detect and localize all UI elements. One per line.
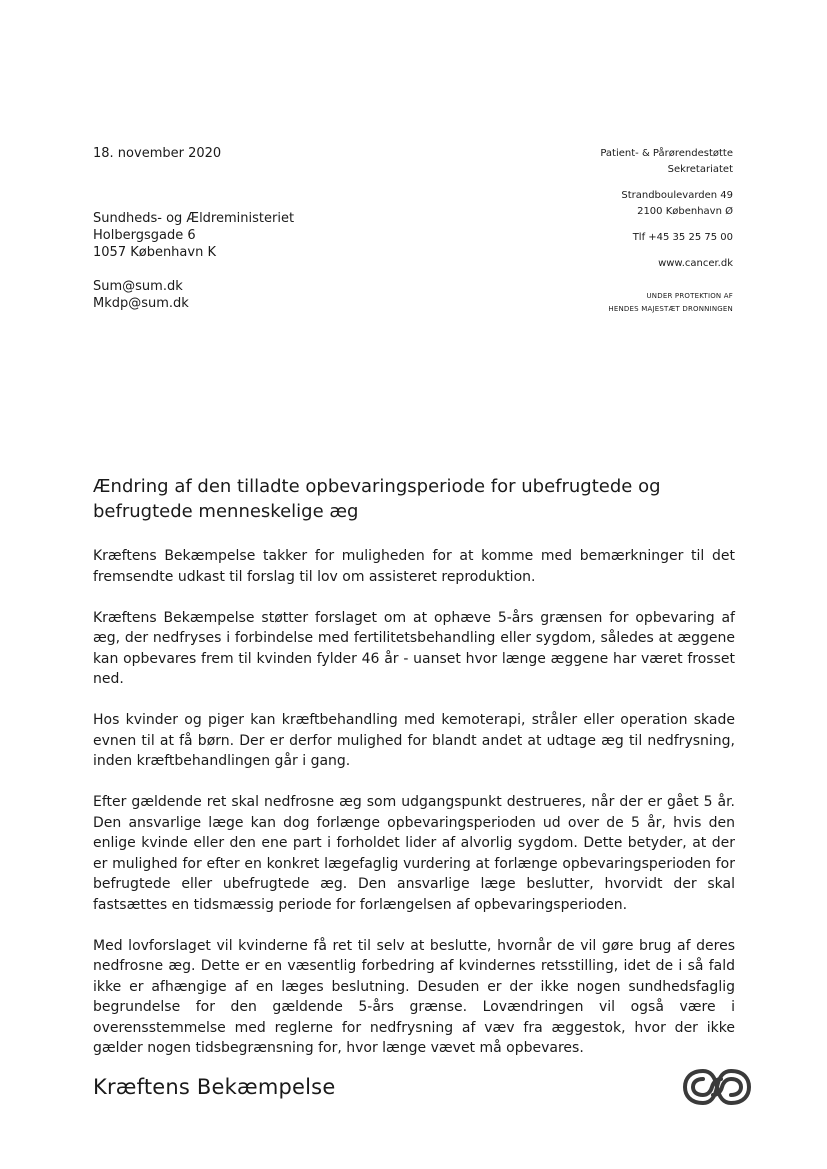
recipient-city: 1057 København K (93, 245, 216, 260)
letter-body (93, 546, 735, 1079)
sender-phone: Tlf +45 35 25 75 00 (632, 232, 733, 243)
infinity-loop-logo-icon (681, 1065, 753, 1109)
recipient-name: Sundheds- og Ældreministeriet (93, 211, 295, 226)
sender-unit: Sekretariatet (667, 164, 733, 175)
sender-street: Strandboulevarden 49 (621, 190, 733, 201)
body-paragraph: Kræftens Bekæmpelse støtter forslaget om at ophæve 5-års grænsen for opbevaring af æg, der nedfryses i forbindelse med fertilitetsbehandling eller sygdom, således at æggene kan opbevares frem til kvinden fylder 46 år - uanset hvor længe æggene har været frosset ned. (93, 609, 735, 687)
patronage-line: HENDES MAJESTÆT DRONNINGEN (608, 305, 733, 313)
footer-wordmark: Kræftens Bekæmpelse (93, 1075, 336, 1099)
recipient-email[interactable]: Mkdp@sum.dk (93, 296, 189, 311)
recipient-street: Holbergsgade 6 (93, 228, 196, 243)
recipient-address (93, 210, 294, 312)
patronage-line: UNDER PROTEKTION AF (646, 292, 733, 300)
letter-title: Ændring af den tilladte opbevaringsperiode for ubefrugtede og befrugtede menneskelige æg (93, 476, 661, 522)
sender-website[interactable]: www.cancer.dk (658, 258, 733, 269)
letter-date: 18. november 2020 (93, 146, 222, 161)
sender-city: 2100 København Ø (637, 206, 733, 217)
sender-block (433, 146, 733, 316)
body-paragraph: Efter gældende ret skal nedfrosne æg som udgangspunkt destrueres, når der er gået 5 år. Den ansvarlige læge kan dog forlænge opbevaringsperioden ud over de 5 år, hvis den enlige kvinde eller den ene part i forholdet lider af alvorlig sygdom. Dette betyder, at der er mulighed for efter en konkret lægefaglig vurdering at forlænge opbevaringsperioden for befrugtede eller ubefrugtede æg. Den ansvarlige læge beslutter, hvorvidt der skal fastsættes en tidsmæssig periode for forlængelsen af opbevaringsperioden. (93, 794, 735, 913)
body-paragraph: Hos kvinder og piger kan kræftbehandling med kemoterapi, stråler eller operation skade evnen til at få børn. Der er derfor mulighed for blandt andet at udtage æg til nedfrysning, inden kræftbehandlingen går i gang. (93, 712, 735, 769)
body-paragraph: Kræftens Bekæmpelse takker for muligheden for at komme med bemærkninger til det fremsendte udkast til forslag til lov om assisteret reproduktion. (93, 548, 735, 585)
sender-department: Patient- & Pårørendestøtte (600, 148, 733, 159)
body-paragraph: Med lovforslaget vil kvinderne få ret til selv at beslutte, hvornår de vil gøre brug af deres nedfrosne æg. Dette er en væsentlig forbedring af kvindernes retsstilling, idet de i så fald ikke er afhængige af en læges beslutning. Desuden er der ikke nogen sundhedsfaglig begrundelse for den gældende 5-års grænse. Lovændringen vil også være i overensstemmelse med reglerne for nedfrysning af væv fra æggestok, hvor der ikke gælder nogen tidsbegrænsning for, hvor længe vævet må opbevares. (93, 937, 735, 1056)
recipient-email[interactable]: Sum@sum.dk (93, 279, 183, 294)
